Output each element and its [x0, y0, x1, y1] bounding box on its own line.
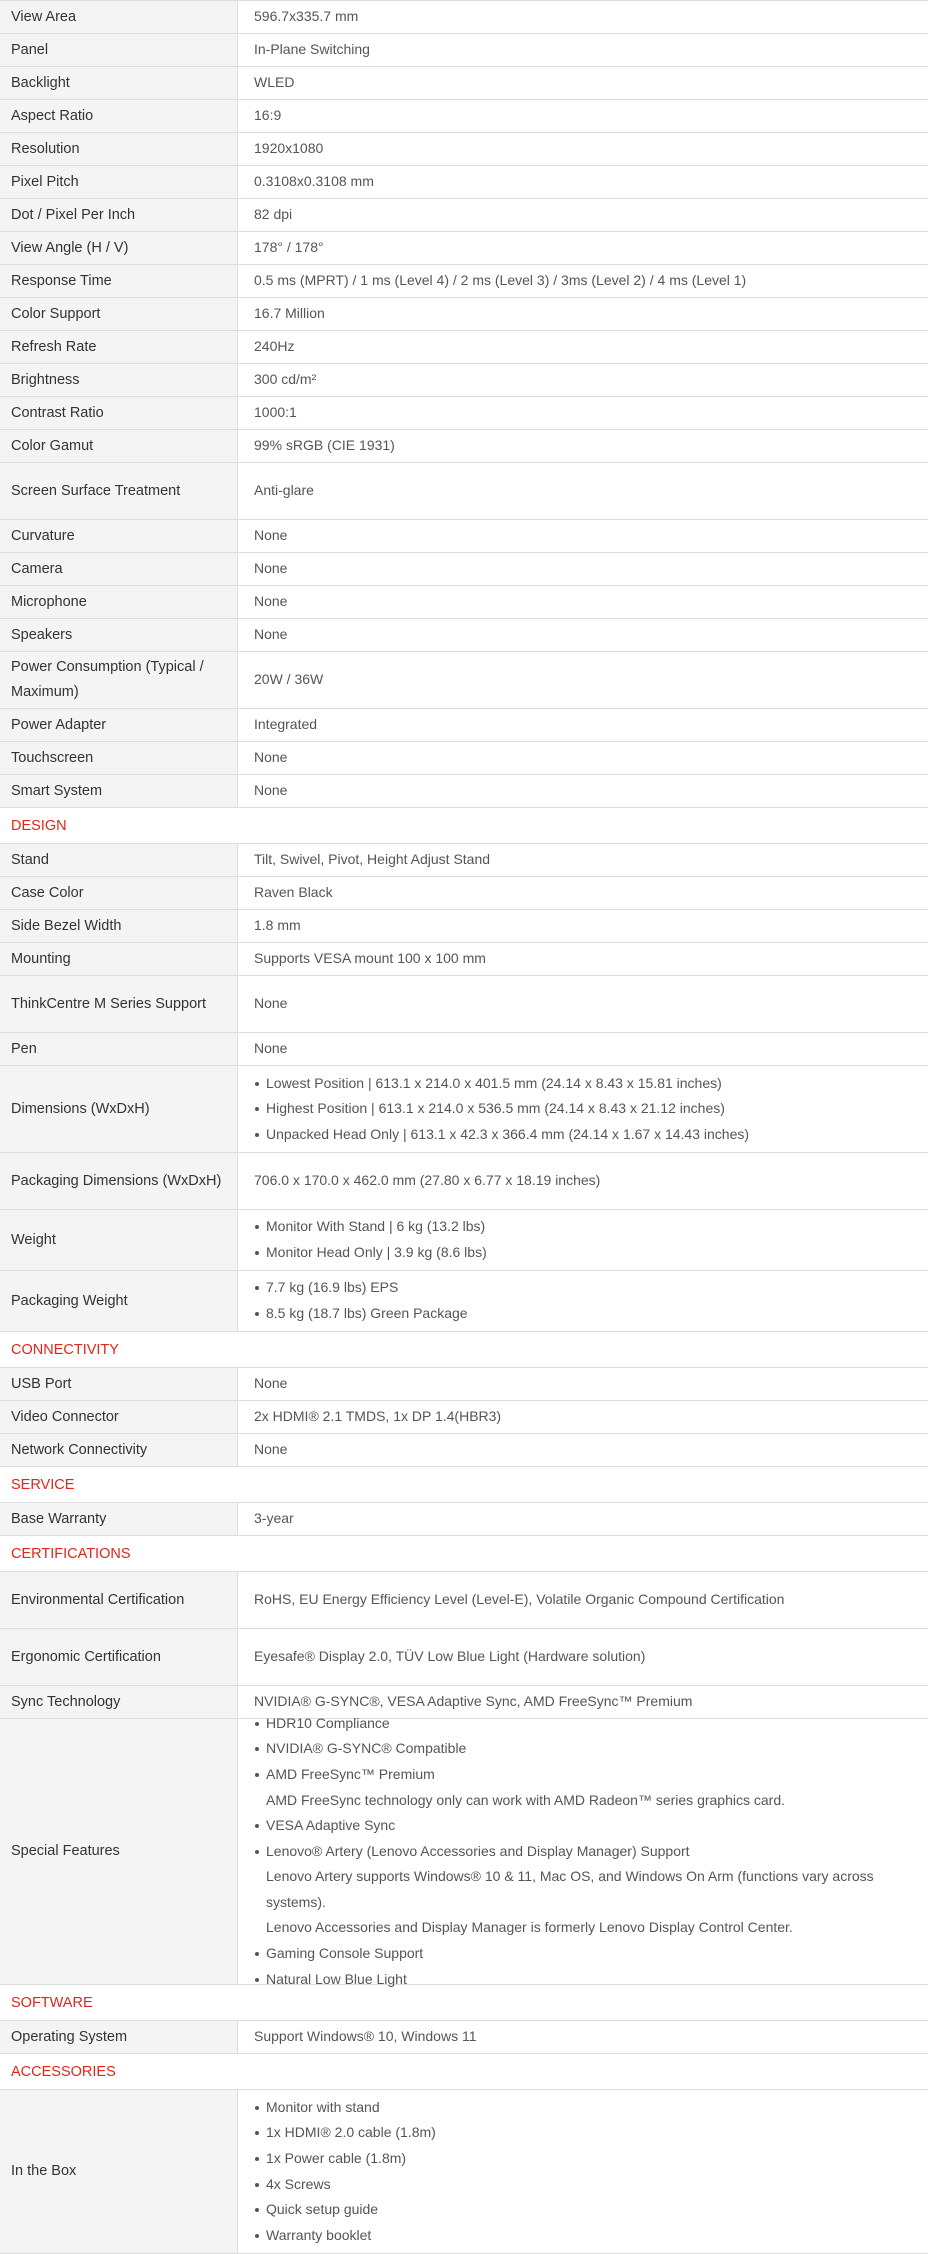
spec-label: Panel	[0, 34, 238, 66]
spec-label: Mounting	[0, 943, 238, 975]
spec-value-item: Monitor With Stand | 6 kg (13.2 lbs)	[254, 1214, 918, 1240]
spec-value	[238, 34, 928, 66]
spec-row-base-warranty	[0, 1503, 928, 1536]
spec-value-list	[254, 2095, 918, 2249]
spec-row-pixel-pitch	[0, 166, 928, 199]
spec-row-refresh-rate	[0, 331, 928, 364]
spec-row-view-area	[0, 1, 928, 34]
spec-value-text: 20W / 36W	[254, 671, 324, 688]
spec-value-item: AMD FreeSync™ Premium	[254, 1762, 918, 1788]
spec-value-item: Highest Position | 613.1 x 214.0 x 536.5 mm (24.14 x 8.43 x 21.12 inches)	[254, 1096, 918, 1122]
spec-value-text: None	[254, 527, 288, 544]
spec-label: Packaging Dimensions (WxDxH)	[0, 1153, 238, 1209]
spec-row-case-color	[0, 877, 928, 910]
spec-value	[238, 2021, 928, 2053]
spec-value	[238, 298, 928, 330]
spec-value-item: Quick setup guide	[254, 2197, 918, 2223]
spec-label: USB Port	[0, 1368, 238, 1400]
spec-value-text: None	[254, 626, 288, 643]
spec-value-text: WLED	[254, 74, 295, 91]
spec-value-text: 0.3108x0.3108 mm	[254, 173, 374, 190]
spec-value-text: Integrated	[254, 716, 318, 733]
spec-row-video-connector	[0, 1401, 928, 1434]
spec-value-text: 706.0 x 170.0 x 462.0 mm (27.80 x 6.77 x 18.19 inches)	[254, 1172, 601, 1189]
spec-label: Smart System	[0, 775, 238, 807]
spec-row-pen	[0, 1033, 928, 1066]
spec-label: Environmental Certification	[0, 1572, 238, 1628]
spec-value	[238, 1033, 928, 1065]
spec-row-panel	[0, 34, 928, 67]
spec-label: Response Time	[0, 265, 238, 297]
spec-value-text: 82 dpi	[254, 206, 293, 223]
spec-label: Pixel Pitch	[0, 166, 238, 198]
spec-value-item: Monitor Head Only | 3.9 kg (8.6 lbs)	[254, 1240, 918, 1266]
spec-label: View Angle (H / V)	[0, 232, 238, 264]
spec-label: Power Consumption (Typical / Maximum)	[0, 652, 238, 708]
spec-value-list	[254, 1275, 918, 1326]
spec-value-list	[254, 1214, 918, 1265]
spec-value-text: 0.5 ms (MPRT) / 1 ms (Level 4) / 2 ms (Level 3) / 3ms (Level 2) / 4 ms (Level 1)	[254, 272, 747, 289]
spec-value	[238, 166, 928, 198]
spec-label: View Area	[0, 1, 238, 33]
spec-value	[238, 1572, 928, 1628]
spec-value-text: RoHS, EU Energy Efficiency Level (Level-E), Volatile Organic Compound Certification	[254, 1591, 785, 1608]
spec-value-item: NVIDIA® G-SYNC® Compatible	[254, 1736, 918, 1762]
spec-label: Backlight	[0, 67, 238, 99]
spec-value	[238, 331, 928, 363]
spec-value-text: 596.7x335.7 mm	[254, 8, 359, 25]
spec-value-text: 3-year	[254, 1510, 294, 1527]
spec-label: Pen	[0, 1033, 238, 1065]
spec-value	[238, 586, 928, 618]
spec-value	[238, 364, 928, 396]
spec-value	[238, 397, 928, 429]
spec-value-text: None	[254, 1441, 288, 1458]
spec-label: Special Features	[0, 1719, 238, 1984]
spec-value	[238, 910, 928, 942]
spec-value-text: Supports VESA mount 100 x 100 mm	[254, 950, 486, 967]
spec-label: Weight	[0, 1210, 238, 1270]
spec-value-item: 7.7 kg (16.9 lbs) EPS	[254, 1275, 918, 1301]
spec-row-backlight	[0, 67, 928, 100]
spec-row-special-features	[0, 1714, 928, 1987]
spec-value-text: Anti-glare	[254, 482, 314, 499]
spec-row-environmental-certification	[0, 1572, 928, 1629]
spec-value-list	[254, 1071, 918, 1148]
spec-value	[238, 652, 928, 708]
spec-value-item: HDR10 Compliance	[254, 1711, 918, 1737]
spec-value-note: AMD FreeSync technology only can work with AMD Radeon™ series graphics card.	[266, 1791, 785, 1808]
spec-value	[238, 67, 928, 99]
spec-label: Sync Technology	[0, 1686, 238, 1718]
spec-value-text: 1000:1	[254, 404, 297, 421]
spec-label: Contrast Ratio	[0, 397, 238, 429]
spec-label: Dot / Pixel Per Inch	[0, 199, 238, 231]
spec-value-item: Lenovo® Artery (Lenovo Accessories and Display Manager) Support	[254, 1839, 918, 1865]
spec-value	[238, 1434, 928, 1466]
spec-value-item: Gaming Console Support	[254, 1941, 918, 1967]
spec-row-thinkcentre-m-series-support	[0, 976, 928, 1033]
spec-value-text: 1920x1080	[254, 140, 324, 157]
spec-value	[238, 1368, 928, 1400]
spec-value	[238, 1, 928, 33]
spec-row-brightness	[0, 364, 928, 397]
spec-row-ergonomic-certification	[0, 1629, 928, 1686]
spec-label: Camera	[0, 553, 238, 585]
spec-value-text: 16:9	[254, 107, 282, 124]
spec-value-item: 8.5 kg (18.7 lbs) Green Package	[254, 1301, 918, 1327]
spec-row-weight	[0, 1210, 928, 1271]
spec-value	[238, 133, 928, 165]
spec-value	[238, 619, 928, 651]
spec-label: Refresh Rate	[0, 331, 238, 363]
spec-row-packaging-dimensions-wxdxh	[0, 1153, 928, 1210]
spec-label: Ergonomic Certification	[0, 1629, 238, 1685]
spec-value	[238, 1066, 928, 1152]
spec-value-note: Lenovo Artery supports Windows® 10 & 11, Mac OS, and Windows On Arm (functions vary across systems).	[266, 1868, 874, 1910]
spec-value-text: In-Plane Switching	[254, 41, 370, 58]
spec-row-view-angle-h-v	[0, 232, 928, 265]
spec-value-item: Lowest Position | 613.1 x 214.0 x 401.5 mm (24.14 x 8.43 x 15.81 inches)	[254, 1071, 918, 1097]
spec-row-color-support	[0, 298, 928, 331]
spec-value	[238, 1271, 928, 1331]
spec-row-network-connectivity	[0, 1434, 928, 1467]
spec-row-camera	[0, 553, 928, 586]
spec-value-text: 2x HDMI® 2.1 TMDS, 1x DP 1.4(HBR3)	[254, 1408, 502, 1425]
spec-value-item: Warranty booklet	[254, 2223, 918, 2249]
spec-value-text: Raven Black	[254, 884, 333, 901]
spec-label: Brightness	[0, 364, 238, 396]
spec-row-usb-port	[0, 1368, 928, 1401]
spec-value	[238, 844, 928, 876]
spec-value-text: None	[254, 995, 288, 1012]
spec-value	[238, 199, 928, 231]
spec-value	[238, 463, 928, 519]
spec-label: Network Connectivity	[0, 1434, 238, 1466]
spec-label: Case Color	[0, 877, 238, 909]
section-header-software: SOFTWARE	[0, 1985, 928, 2021]
spec-label: Screen Surface Treatment	[0, 463, 238, 519]
section-header-certifications: CERTIFICATIONS	[0, 1536, 928, 1572]
spec-label: Color Support	[0, 298, 238, 330]
spec-label: Power Adapter	[0, 709, 238, 741]
spec-row-mounting	[0, 943, 928, 976]
spec-label: Resolution	[0, 133, 238, 165]
spec-row-speakers	[0, 619, 928, 652]
spec-value-text: None	[254, 749, 288, 766]
spec-row-power-consumption-typical-maximum	[0, 652, 928, 709]
spec-value	[238, 1401, 928, 1433]
spec-value-text: None	[254, 1375, 288, 1392]
spec-value	[238, 520, 928, 552]
spec-value-text: None	[254, 1040, 288, 1057]
spec-value-item: 1x HDMI® 2.0 cable (1.8m)	[254, 2120, 918, 2146]
spec-value-text: Support Windows® 10, Windows 11	[254, 2028, 477, 2045]
spec-row-packaging-weight	[0, 1271, 928, 1332]
spec-label: Curvature	[0, 520, 238, 552]
spec-label: Speakers	[0, 619, 238, 651]
spec-row-resolution	[0, 133, 928, 166]
spec-label: Video Connector	[0, 1401, 238, 1433]
spec-label: Packaging Weight	[0, 1271, 238, 1331]
spec-value	[238, 1153, 928, 1209]
spec-row-touchscreen	[0, 742, 928, 775]
spec-value-text: NVIDIA® G-SYNC®, VESA Adaptive Sync, AMD FreeSync™ Premium	[254, 1693, 693, 1710]
spec-value	[238, 1629, 928, 1685]
spec-value	[238, 742, 928, 774]
spec-value-text: 99% sRGB (CIE 1931)	[254, 437, 395, 454]
spec-value-item: VESA Adaptive Sync	[254, 1813, 918, 1839]
spec-value-text: 240Hz	[254, 338, 295, 355]
spec-row-microphone	[0, 586, 928, 619]
spec-value	[238, 943, 928, 975]
spec-label: Touchscreen	[0, 742, 238, 774]
spec-value-item: Monitor with stand	[254, 2095, 918, 2121]
spec-row-smart-system	[0, 775, 928, 808]
spec-row-response-time	[0, 265, 928, 298]
spec-value-text: None	[254, 560, 288, 577]
section-header-design: DESIGN	[0, 808, 928, 844]
section-header-accessories: ACCESSORIES	[0, 2054, 928, 2090]
spec-value	[238, 976, 928, 1032]
spec-label: Color Gamut	[0, 430, 238, 462]
spec-value	[238, 1714, 928, 1987]
spec-row-contrast-ratio	[0, 397, 928, 430]
spec-value	[238, 232, 928, 264]
spec-value	[238, 877, 928, 909]
spec-value	[238, 1210, 928, 1270]
spec-value	[238, 100, 928, 132]
section-header-connectivity: CONNECTIVITY	[0, 1332, 928, 1368]
spec-row-dimensions-wxdxh	[0, 1066, 928, 1153]
spec-value	[238, 2090, 928, 2253]
spec-label: Stand	[0, 844, 238, 876]
spec-row-aspect-ratio	[0, 100, 928, 133]
spec-value	[238, 553, 928, 585]
spec-label: Microphone	[0, 586, 238, 618]
spec-value	[238, 1503, 928, 1535]
spec-value-text: None	[254, 593, 288, 610]
section-header-service: SERVICE	[0, 1467, 928, 1503]
spec-row-in-the-box	[0, 2090, 928, 2254]
spec-value-item: Natural Low Blue Light	[254, 1967, 918, 1993]
spec-row-power-adapter	[0, 709, 928, 742]
spec-value-item: Unpacked Head Only | 613.1 x 42.3 x 366.4 mm (24.14 x 1.67 x 14.43 inches)	[254, 1122, 918, 1148]
spec-value-item: 4x Screws	[254, 2172, 918, 2198]
spec-value-list	[254, 1711, 918, 1993]
spec-label: Operating System	[0, 2021, 238, 2053]
spec-value-text: Tilt, Swivel, Pivot, Height Adjust Stand	[254, 851, 491, 868]
spec-value-text: 178° / 178°	[254, 239, 324, 256]
spec-label: In the Box	[0, 2090, 238, 2253]
spec-row-color-gamut	[0, 430, 928, 463]
spec-row-stand	[0, 844, 928, 877]
spec-row-dot-pixel-per-inch	[0, 199, 928, 232]
spec-value	[238, 775, 928, 807]
spec-value-text: None	[254, 782, 288, 799]
spec-label: Base Warranty	[0, 1503, 238, 1535]
spec-value	[238, 430, 928, 462]
spec-value	[238, 265, 928, 297]
spec-value-text: 16.7 Million	[254, 305, 325, 322]
spec-label: Side Bezel Width	[0, 910, 238, 942]
spec-row-side-bezel-width	[0, 910, 928, 943]
spec-value-item: 1x Power cable (1.8m)	[254, 2146, 918, 2172]
spec-row-operating-system	[0, 2021, 928, 2054]
spec-value-text: 1.8 mm	[254, 917, 301, 934]
spec-value-text: Eyesafe® Display 2.0, TÜV Low Blue Light (Hardware solution)	[254, 1648, 646, 1665]
spec-value-note: Lenovo Accessories and Display Manager is formerly Lenovo Display Control Center.	[266, 1919, 793, 1936]
spec-label: Dimensions (WxDxH)	[0, 1066, 238, 1152]
spec-label: ThinkCentre M Series Support	[0, 976, 238, 1032]
spec-row-curvature	[0, 520, 928, 553]
spec-value	[238, 709, 928, 741]
spec-value-text: 300 cd/m²	[254, 371, 317, 388]
spec-row-screen-surface-treatment	[0, 463, 928, 520]
spec-label: Aspect Ratio	[0, 100, 238, 132]
